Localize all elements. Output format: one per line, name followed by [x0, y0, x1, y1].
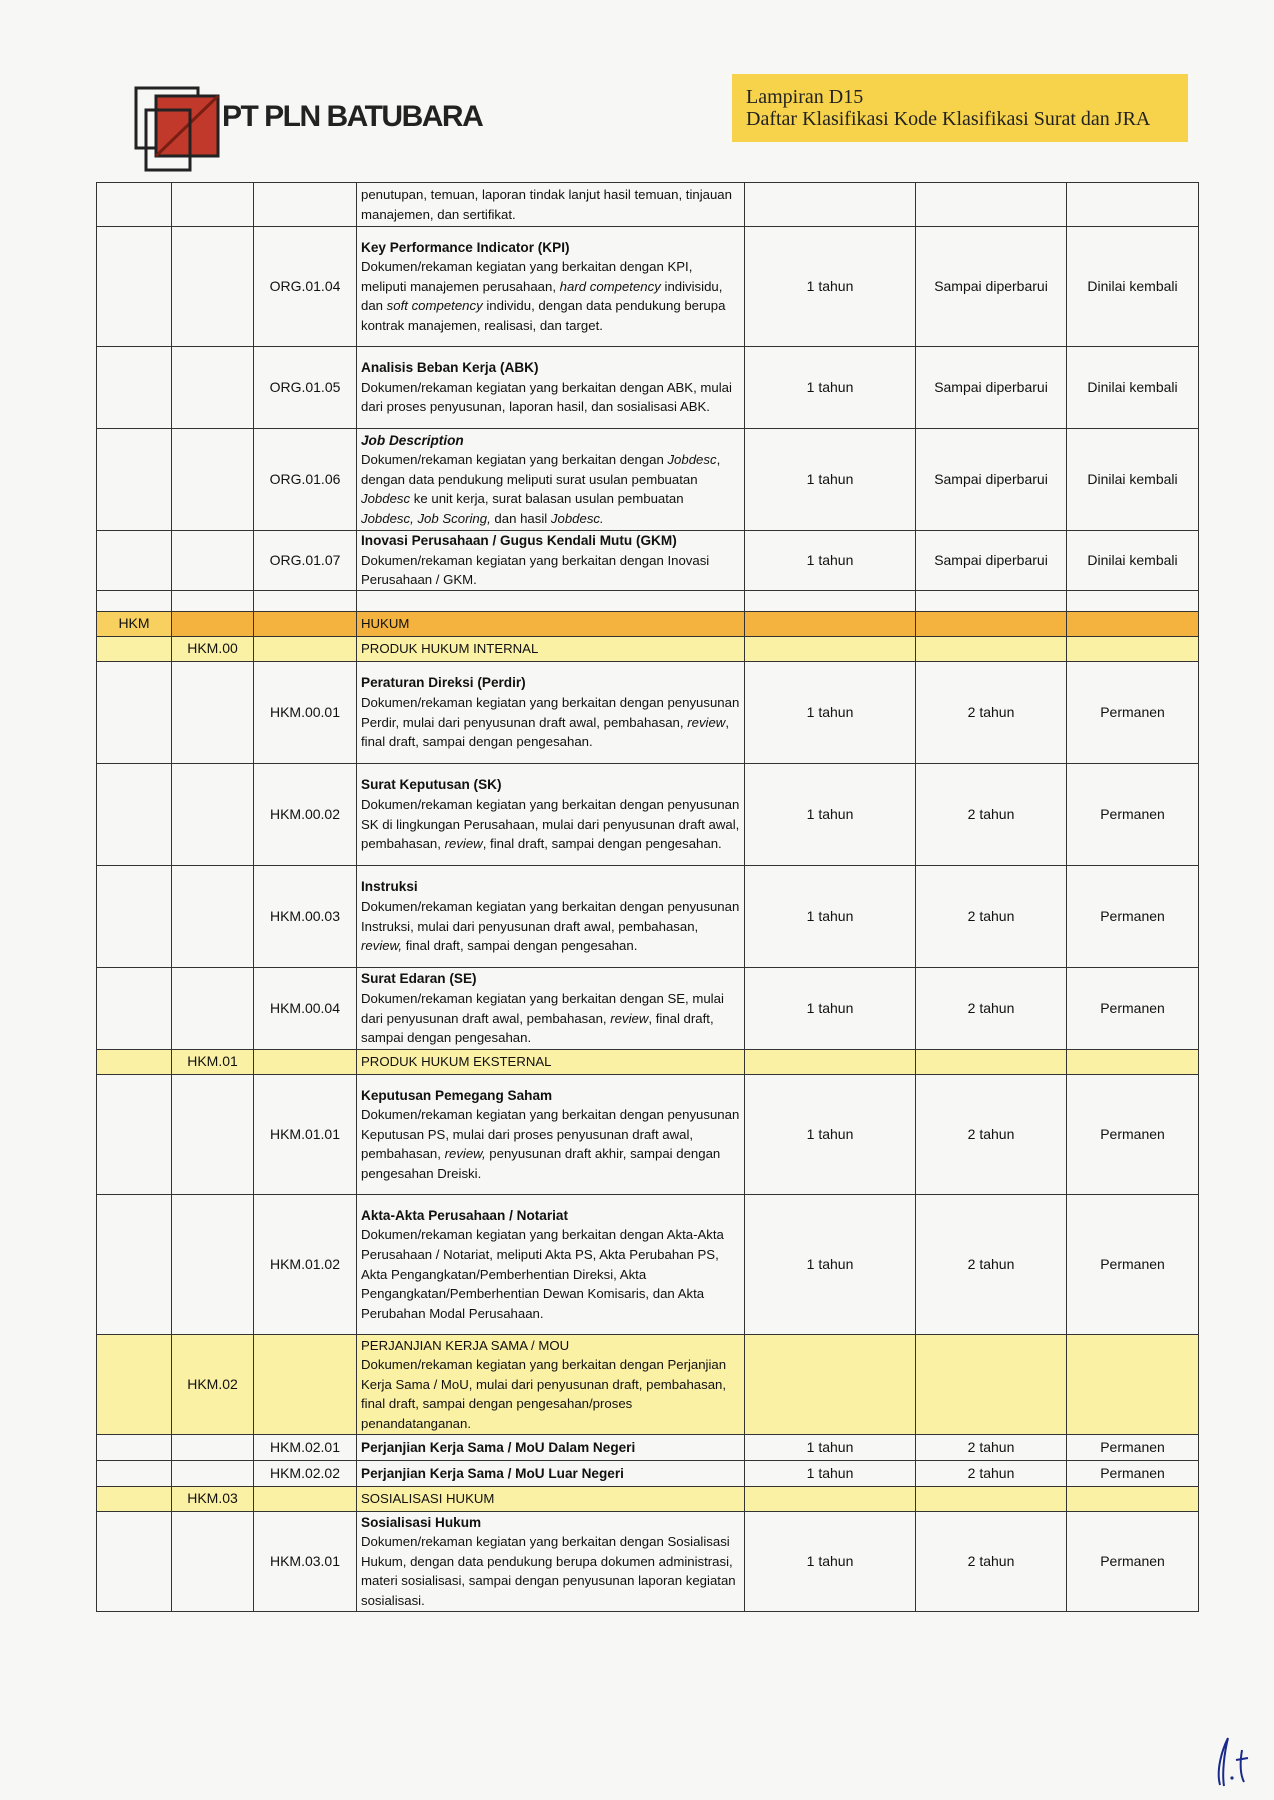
- final-disposition: Permanen: [1067, 1435, 1199, 1461]
- row-code: HKM.03.01: [254, 1512, 357, 1612]
- row-title: Key Performance Indicator (KPI): [361, 239, 570, 255]
- row-code: ORG.01.04: [254, 227, 357, 347]
- row-description: Sosialisasi Hukum Dokumen/rekaman kegiatan yang berkaitan dengan Sosialisasi Hukum, dengan data pendukung berupa dokumen administrasi, materi sosialisasi, sampai dengan penyusunan laporan kegiatan sosialisasi.: [357, 1512, 745, 1612]
- row-description: Job Description Dokumen/rekaman kegiatan yang berkaitan dengan Jobdesc, dengan data pendukung meliputi surat usulan pembuatan Jobdesc ke unit kerja, surat balasan usulan pembuatan Jobdesc, Job Scoring, dan hasil Jobdesc.: [357, 429, 745, 531]
- active-retention: 1 tahun: [745, 968, 916, 1050]
- subsection-title: SOSIALISASI HUKUM: [357, 1487, 745, 1512]
- table-row: [97, 347, 1199, 429]
- table-row: [97, 591, 1199, 612]
- row-description: Keputusan Pemegang Saham Dokumen/rekaman kegiatan yang berkaitan dengan penyusunan Keputusan PS, mulai dari proses penyusunan draft awal, pembahasan, review, penyusunan draft akhir, sampai dengan pengesahan Dreiski.: [357, 1075, 745, 1195]
- row-description: Peraturan Direksi (Perdir) Dokumen/rekaman kegiatan yang berkaitan dengan penyusunan Perdir, mulai dari penyusunan draft awal, pembahasan, review, final draft, sampai dengan pengesahan.: [357, 662, 745, 764]
- row-title: Akta-Akta Perusahaan / Notariat: [361, 1207, 568, 1223]
- row-code: HKM.02.01: [254, 1435, 357, 1461]
- lampiran-title: Daftar Klasifikasi Kode Klasifikasi Surat dan JRA: [746, 108, 1151, 130]
- row-code: HKM.00.01: [254, 662, 357, 764]
- row-title: Instruksi: [361, 879, 418, 895]
- lampiran-number: Lampiran D15: [746, 86, 864, 108]
- row-title: Surat Edaran (SE): [361, 971, 477, 987]
- subsection-title: PERJANJIAN KERJA SAMA / MOU: [361, 1337, 570, 1353]
- active-retention: 1 tahun: [745, 1461, 916, 1487]
- row-description: Surat Edaran (SE) Dokumen/rekaman kegiatan yang berkaitan dengan SE, mulai dari penyusunan draft awal, pembahasan, review, final draft, sampai dengan pengesahan.: [357, 968, 745, 1050]
- subsection-code: HKM.03: [172, 1487, 254, 1512]
- final-disposition: Permanen: [1067, 764, 1199, 866]
- final-disposition: Dinilai kembali: [1067, 227, 1199, 347]
- row-code: HKM.01.02: [254, 1195, 357, 1335]
- inactive-retention: Sampai diperbarui: [916, 531, 1067, 591]
- table-row: [97, 1461, 1199, 1487]
- inactive-retention: 2 tahun: [916, 1075, 1067, 1195]
- row-title: Perjanjian Kerja Sama / MoU Dalam Negeri: [361, 1439, 636, 1455]
- active-retention: 1 tahun: [745, 764, 916, 866]
- row-title: Sosialisasi Hukum: [361, 1514, 482, 1530]
- table-row: [97, 662, 1199, 764]
- active-retention: 1 tahun: [745, 347, 916, 429]
- inactive-retention: 2 tahun: [916, 1435, 1067, 1461]
- handwritten-initial: [1210, 1730, 1254, 1790]
- section-row: [97, 612, 1199, 637]
- row-code: HKM.00.03: [254, 866, 357, 968]
- section-code: HKM: [97, 612, 172, 637]
- row-title: Surat Keputusan (SK): [361, 777, 502, 793]
- active-retention: 1 tahun: [745, 662, 916, 764]
- inactive-retention: Sampai diperbarui: [916, 227, 1067, 347]
- final-disposition: Permanen: [1067, 1075, 1199, 1195]
- row-title: Inovasi Perusahaan / Gugus Kendali Mutu (GKM): [361, 533, 677, 549]
- row-description: Inovasi Perusahaan / Gugus Kendali Mutu (GKM) Dokumen/rekaman kegiatan yang berkaitan dengan Inovasi Perusahaan / GKM.: [357, 531, 745, 591]
- active-retention: 1 tahun: [745, 1075, 916, 1195]
- active-retention: 1 tahun: [745, 1195, 916, 1335]
- row-title: Job Description: [361, 432, 464, 448]
- row-description: [357, 1435, 745, 1461]
- row-code: ORG.01.06: [254, 429, 357, 531]
- final-disposition: Dinilai kembali: [1067, 347, 1199, 429]
- row-code: ORG.01.05: [254, 347, 357, 429]
- company-logo: [134, 86, 230, 172]
- final-disposition: Permanen: [1067, 1512, 1199, 1612]
- row-title: Perjanjian Kerja Sama / MoU Luar Negeri: [361, 1465, 624, 1481]
- row-description: Surat Keputusan (SK) Dokumen/rekaman kegiatan yang berkaitan dengan penyusunan SK di lingkungan Perusahaan, mulai dari penyusunan draft awal, pembahasan, review, final draft, sampai dengan pengesahan.: [357, 764, 745, 866]
- row-code: HKM.00.02: [254, 764, 357, 866]
- subsection-description: PERJANJIAN KERJA SAMA / MOU Dokumen/rekaman kegiatan yang berkaitan dengan Perjanjian Kerja Sama / MoU, mulai dari penyusunan draft, pembahasan, final draft, sampai dengan pengesahan/proses penandatanganan.: [357, 1335, 745, 1435]
- inactive-retention: 2 tahun: [916, 662, 1067, 764]
- table-row: [97, 183, 1199, 227]
- final-disposition: Dinilai kembali: [1067, 429, 1199, 531]
- inactive-retention: Sampai diperbarui: [916, 429, 1067, 531]
- classification-table: [96, 182, 1199, 1612]
- table-row: [97, 1195, 1199, 1335]
- section-title: HUKUM: [357, 612, 745, 637]
- final-disposition: Permanen: [1067, 1461, 1199, 1487]
- table-row: [97, 764, 1199, 866]
- inactive-retention: 2 tahun: [916, 1461, 1067, 1487]
- company-name: PT PLN BATUBARA: [222, 100, 483, 133]
- table-row: [97, 531, 1199, 591]
- row-description: penutupan, temuan, laporan tindak lanjut hasil temuan, tinjauan manajemen, dan sertifikat.: [357, 183, 745, 227]
- inactive-retention: 2 tahun: [916, 866, 1067, 968]
- row-description: Instruksi Dokumen/rekaman kegiatan yang berkaitan dengan penyusunan Instruksi, mulai dari penyusunan draft awal, pembahasan, review, final draft, sampai dengan pengesahan.: [357, 866, 745, 968]
- subsection-code: HKM.02: [172, 1335, 254, 1435]
- row-code: HKM.02.02: [254, 1461, 357, 1487]
- active-retention: 1 tahun: [745, 227, 916, 347]
- active-retention: 1 tahun: [745, 1512, 916, 1612]
- inactive-retention: 2 tahun: [916, 1195, 1067, 1335]
- row-description: Akta-Akta Perusahaan / Notariat Dokumen/rekaman kegiatan yang berkaitan dengan Akta-Akta Perusahaan / Notariat, meliputi Akta PS, Akta Perubahan PS, Akta Pengangkatan/Pemberhentian Direksi, Akta Pengangkatan/Pemberhentian Dewan Komisaris, dan Akta Perubahan Modal Perusahaan.: [357, 1195, 745, 1335]
- subsection-row: [97, 1050, 1199, 1075]
- table-row: [97, 866, 1199, 968]
- final-disposition: Permanen: [1067, 1195, 1199, 1335]
- active-retention: 1 tahun: [745, 866, 916, 968]
- inactive-retention: 2 tahun: [916, 764, 1067, 866]
- table-row: [97, 429, 1199, 531]
- subsection-title: PRODUK HUKUM EKSTERNAL: [357, 1050, 745, 1075]
- active-retention: 1 tahun: [745, 1435, 916, 1461]
- row-description: [357, 1461, 745, 1487]
- subsection-row: [97, 1335, 1199, 1435]
- row-title: Peraturan Direksi (Perdir): [361, 675, 526, 691]
- row-description: Key Performance Indicator (KPI) Dokumen/rekaman kegiatan yang berkaitan dengan KPI, meliputi manajemen perusahaan, hard competency indivisidu, dan soft competency individu, dengan data pendukung berupa kontrak manajemen, realisasi, dan target.: [357, 227, 745, 347]
- table-row: [97, 227, 1199, 347]
- active-retention: 1 tahun: [745, 531, 916, 591]
- inactive-retention: Sampai diperbarui: [916, 347, 1067, 429]
- final-disposition: Dinilai kembali: [1067, 531, 1199, 591]
- table-row: [97, 968, 1199, 1050]
- active-retention: 1 tahun: [745, 429, 916, 531]
- inactive-retention: 2 tahun: [916, 1512, 1067, 1612]
- final-disposition: Permanen: [1067, 866, 1199, 968]
- inactive-retention: 2 tahun: [916, 968, 1067, 1050]
- table-row: [97, 1075, 1199, 1195]
- final-disposition: Permanen: [1067, 968, 1199, 1050]
- row-title: Keputusan Pemegang Saham: [361, 1087, 553, 1103]
- subsection-title: PRODUK HUKUM INTERNAL: [357, 637, 745, 662]
- lampiran-label: [732, 74, 1188, 142]
- subsection-code: HKM.00: [172, 637, 254, 662]
- row-code: ORG.01.07: [254, 531, 357, 591]
- subsection-code: HKM.01: [172, 1050, 254, 1075]
- subsection-row: [97, 1487, 1199, 1512]
- row-description: Analisis Beban Kerja (ABK) Dokumen/rekaman kegiatan yang berkaitan dengan ABK, mulai dari proses penyusunan, laporan hasil, dan sosialisasi ABK.: [357, 347, 745, 429]
- final-disposition: Permanen: [1067, 662, 1199, 764]
- table-row: [97, 1435, 1199, 1461]
- row-code: HKM.01.01: [254, 1075, 357, 1195]
- row-code: HKM.00.04: [254, 968, 357, 1050]
- table-row: [97, 1512, 1199, 1612]
- row-title: Analisis Beban Kerja (ABK): [361, 360, 539, 376]
- subsection-row: [97, 637, 1199, 662]
